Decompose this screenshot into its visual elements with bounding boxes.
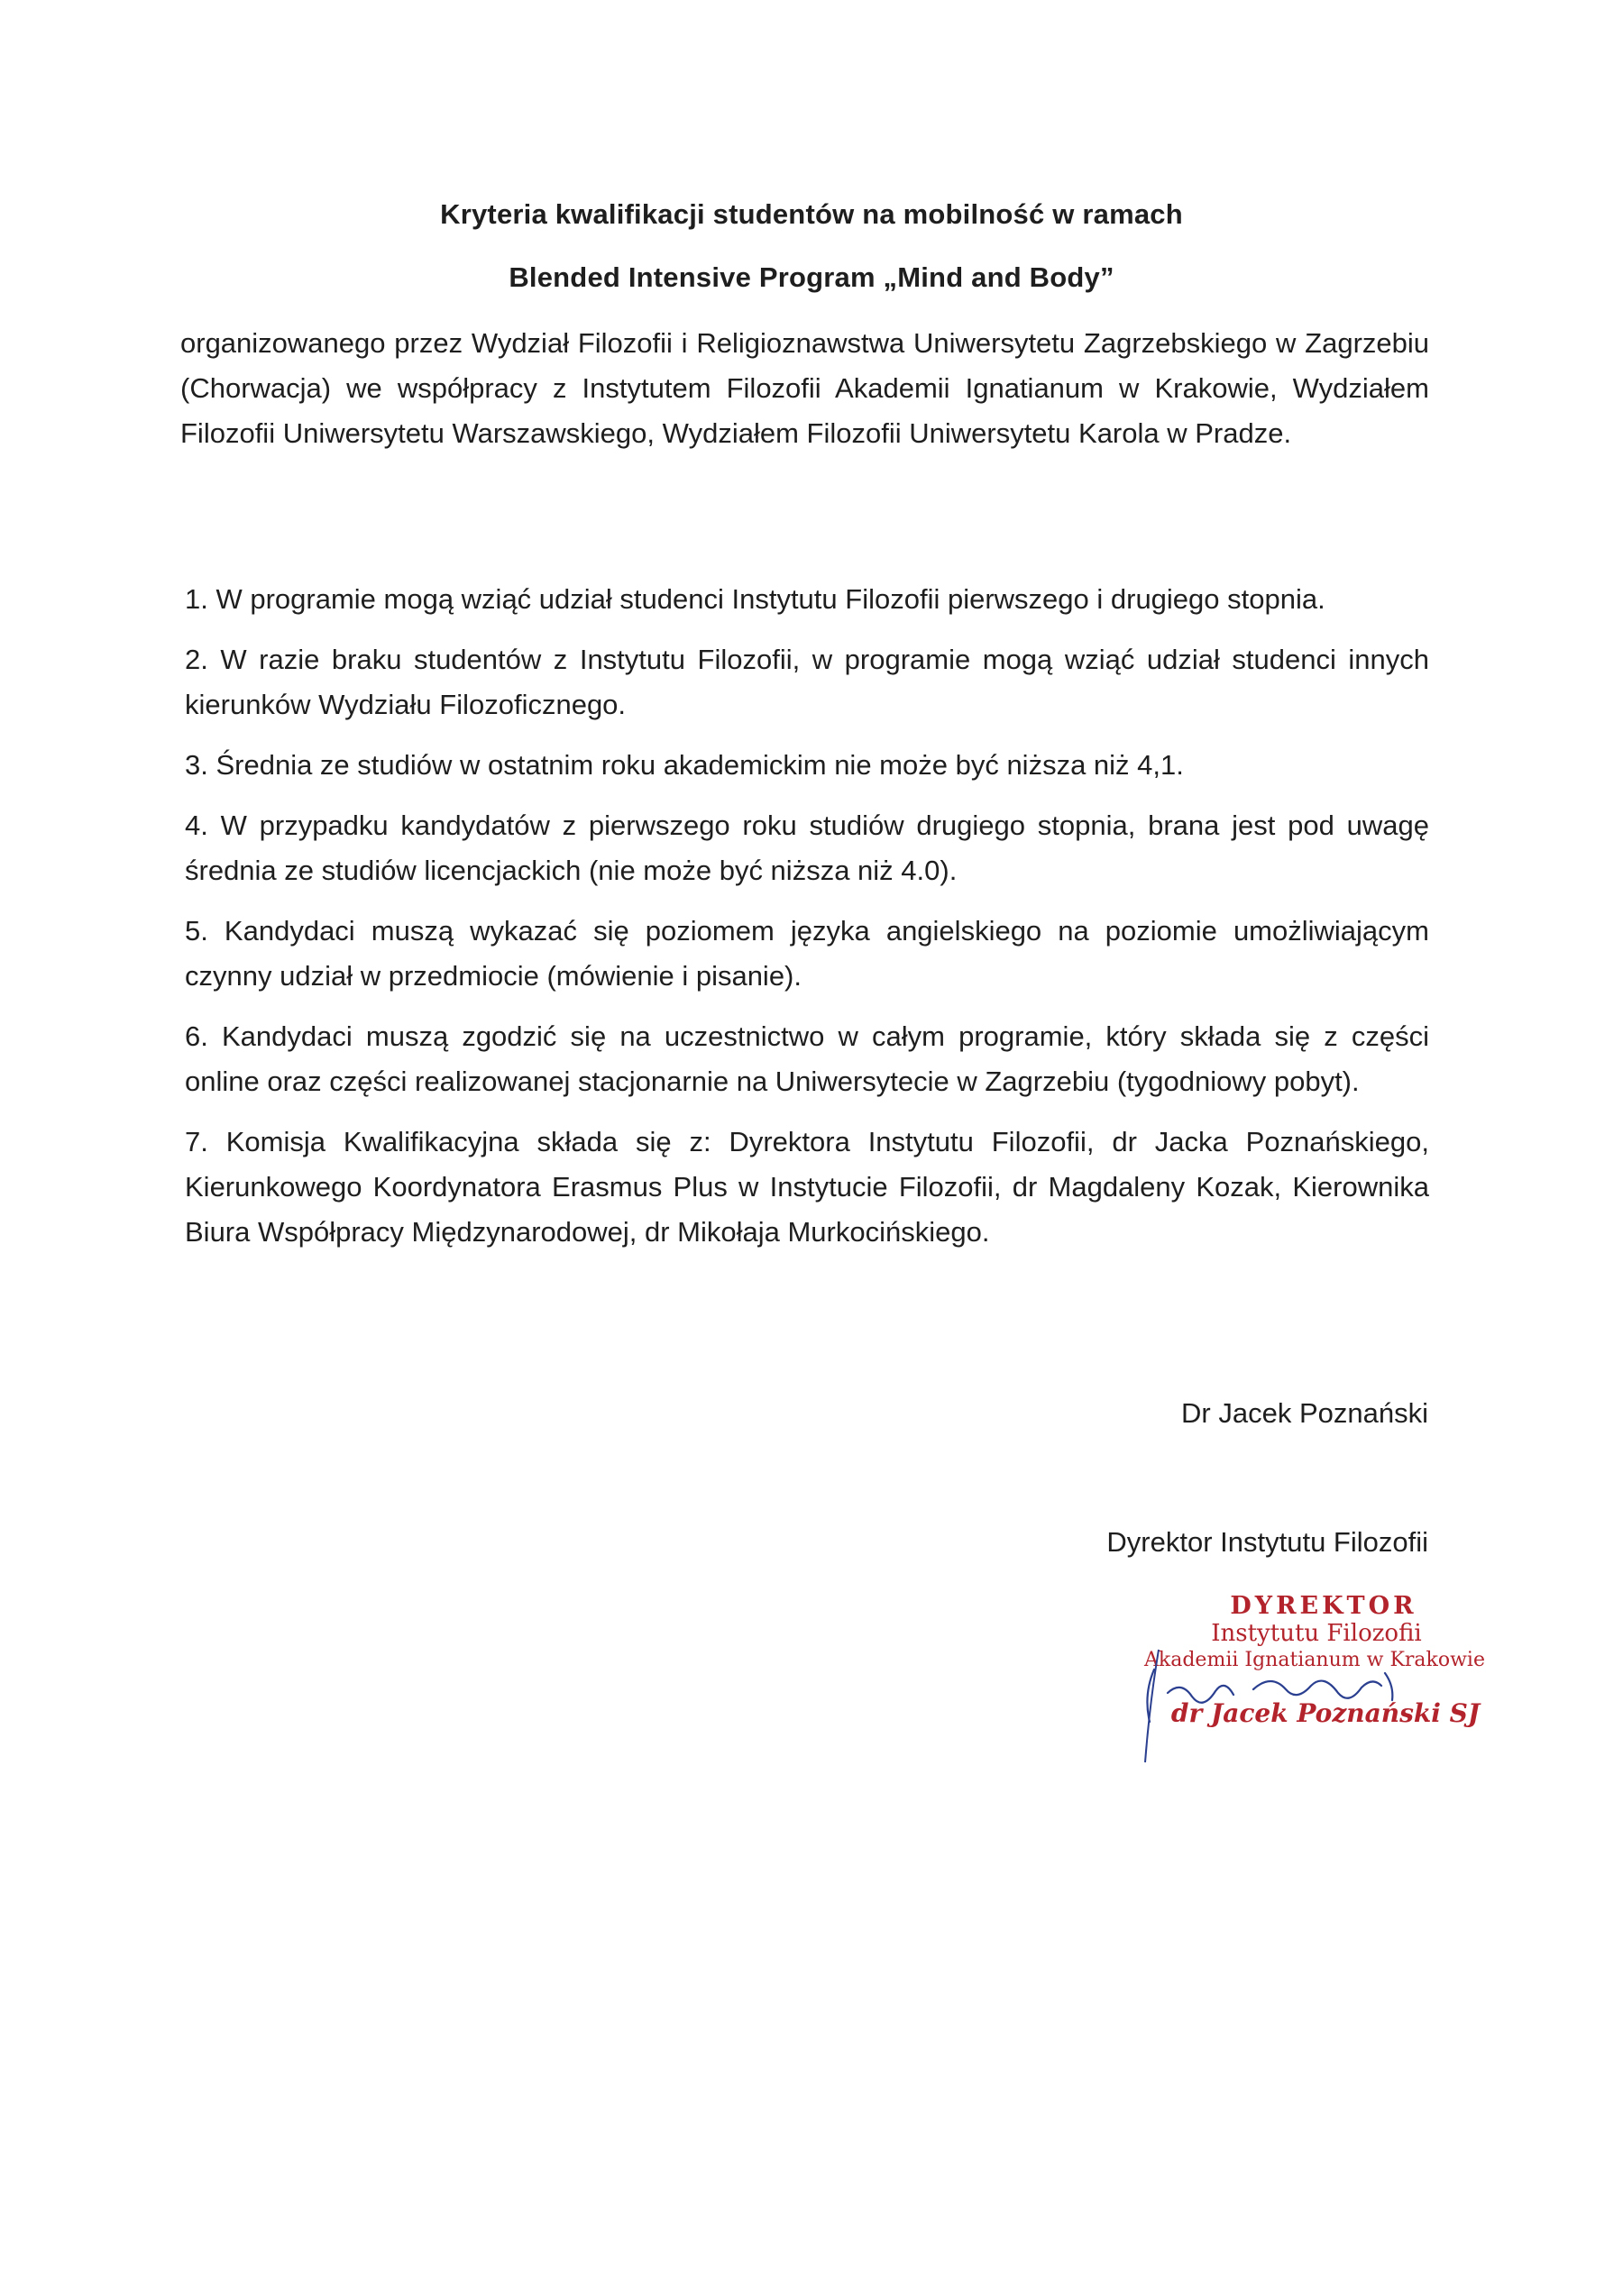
signatory-name: Dr Jacek Poznański	[1181, 1397, 1428, 1429]
stamp-line-2: Instytutu Filozofii	[1211, 1620, 1422, 1647]
stamp-line-1: DYREKTOR	[1230, 1592, 1417, 1620]
criterion-4: 4. W przypadku kandydatów z pierwszego roku studiów drugiego stopnia, brana jest pod uwagę średnia ze studiów licencjackich (nie może być niższa niż 4.0).	[185, 810, 1429, 886]
stamp-line-3: Akademii Ignatianum w Krakowie	[1144, 1649, 1485, 1671]
criteria-list	[185, 577, 1429, 1270]
director-stamp	[1118, 1587, 1497, 1776]
signatory-role: Dyrektor Instytutu Filozofii	[1106, 1526, 1428, 1558]
stamp-line-4: dr Jacek Poznański SJ	[1170, 1698, 1481, 1728]
criterion-3: 3. Średnia ze studiów w ostatnim roku akademickim nie może być niższa niż 4,1.	[185, 749, 1184, 781]
criterion-6: 6. Kandydaci muszą zgodzić się na uczestnictwo w całym programie, który składa się z części online oraz części realizowanej stacjonarnie na Uniwersytecie w Zagrzebiu (tygodniowy pobyt).	[185, 1020, 1429, 1097]
intro-paragraph: organizowanego przez Wydział Filozofii i Religioznawstwa Uniwersytetu Zagrzebskiego w Zagrzebiu (Chorwacja) we współpracy z Instytutem Filozofii Akademii Ignatianum w Krakowie, Wydziałem Filozofii Uniwersytetu Warszawskiego, Wydziałem Filozofii Uniwersytetu Karola w Pradze.	[180, 327, 1429, 449]
criterion-2: 2. W razie braku studentów z Instytutu Filozofii, w programie mogą wziąć udział studenci innych kierunków Wydziału Filozoficznego.	[185, 644, 1429, 720]
criterion-1: 1. W programie mogą wziąć udział studenci Instytutu Filozofii pierwszego i drugiego stopnia.	[185, 583, 1325, 615]
document-title: Kryteria kwalifikacji studentów na mobilność w ramach	[440, 198, 1183, 230]
document-subtitle: Blended Intensive Program „Mind and Body”	[509, 261, 1114, 293]
criterion-5: 5. Kandydaci muszą wykazać się poziomem języka angielskiego na poziomie umożliwiającym czynny udział w przedmiocie (mówienie i pisanie).	[185, 915, 1429, 992]
criterion-7: 7. Komisja Kwalifikacyjna składa się z: Dyrektora Instytutu Filozofii, dr Jacka Poznańskiego, Kierunkowego Koordynatora Erasmus Plus w Instytucie Filozofii, dr Magdaleny Kozak, Kierownika Biura Współpracy Międzynarodowej, dr Mikołaja Murkocińskiego.	[185, 1126, 1429, 1248]
